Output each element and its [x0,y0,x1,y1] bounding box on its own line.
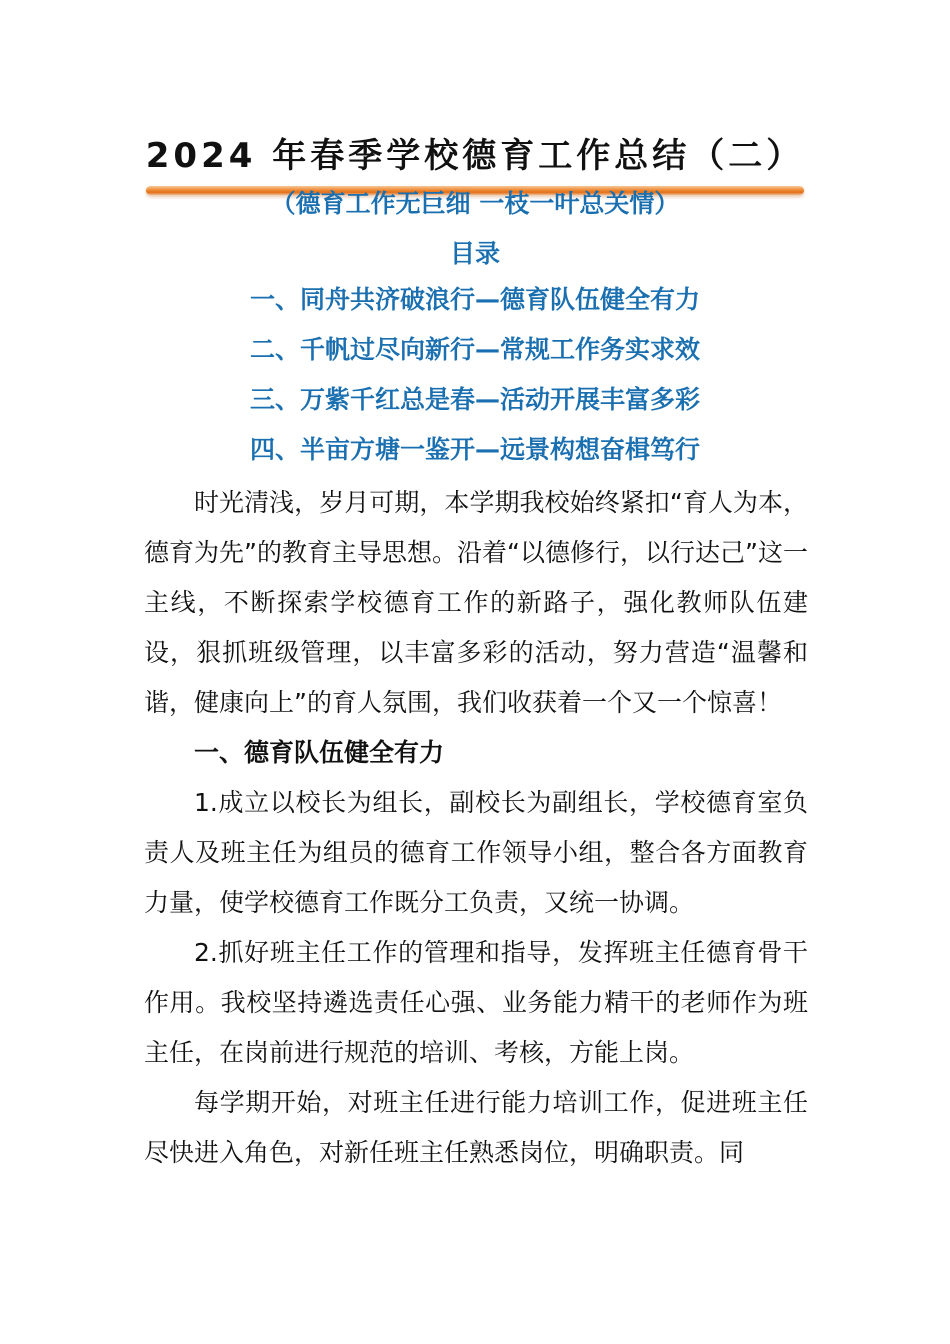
intro-paragraph: 时光清浅，岁月可期，本学期我校始终紧扣“育人为本，德育为先”的教育主导思想。沿着“以德修行，以行达己”这一主线，不断探索学校德育工作的新路子，强化教师队伍建设，狠抓班级管理，以丰富多彩的活动，努力营造“温馨和谐，健康向上”的育人氛围，我们收获着一个又一个惊喜！ [144,488,808,717]
document-subtitle: （德育工作无巨细 一枝一叶总关情） [270,189,680,218]
paragraph-1: 1.成立以校长为组长，副校长为副组长，学校德育室负责人及班主任为组员的德育工作领导小组，整合各方面教育力量，使学校德育工作既分工负责，又统一协调。 [144,788,808,917]
toc-heading: 目录 [449,239,500,268]
paragraph-2: 2.抓好班主任工作的管理和指导，发挥班主任德育骨干作用。我校坚持遴选责任心强、业务能力精干的老师作为班主任，在岗前进行规范的培训、考核，方能上岗。 [144,938,808,1067]
section-one-heading: 一、德育队伍健全有力 [194,738,445,767]
toc-item-3[interactable]: 三、万紫千红总是春—活动开展丰富多彩 [249,385,700,414]
document-body [144,478,808,1178]
paragraph-3: 每学期开始，对班主任进行能力培训工作，促进班主任尽快进入角色，对新任班主任熟悉岗位，明确职责。同 [144,1088,808,1167]
toc-item-4[interactable]: 四、半亩方塘一鉴开—远景构想奋楫笃行 [249,435,700,464]
document-title: 2024 年春季学校德育工作总结（二） [145,136,805,176]
toc-item-1[interactable]: 一、同舟共济破浪行—德育队伍健全有力 [249,285,700,314]
table-of-contents [0,282,950,482]
toc-item-2[interactable]: 二、千帆过尽向新行—常规工作务实求效 [249,335,700,364]
